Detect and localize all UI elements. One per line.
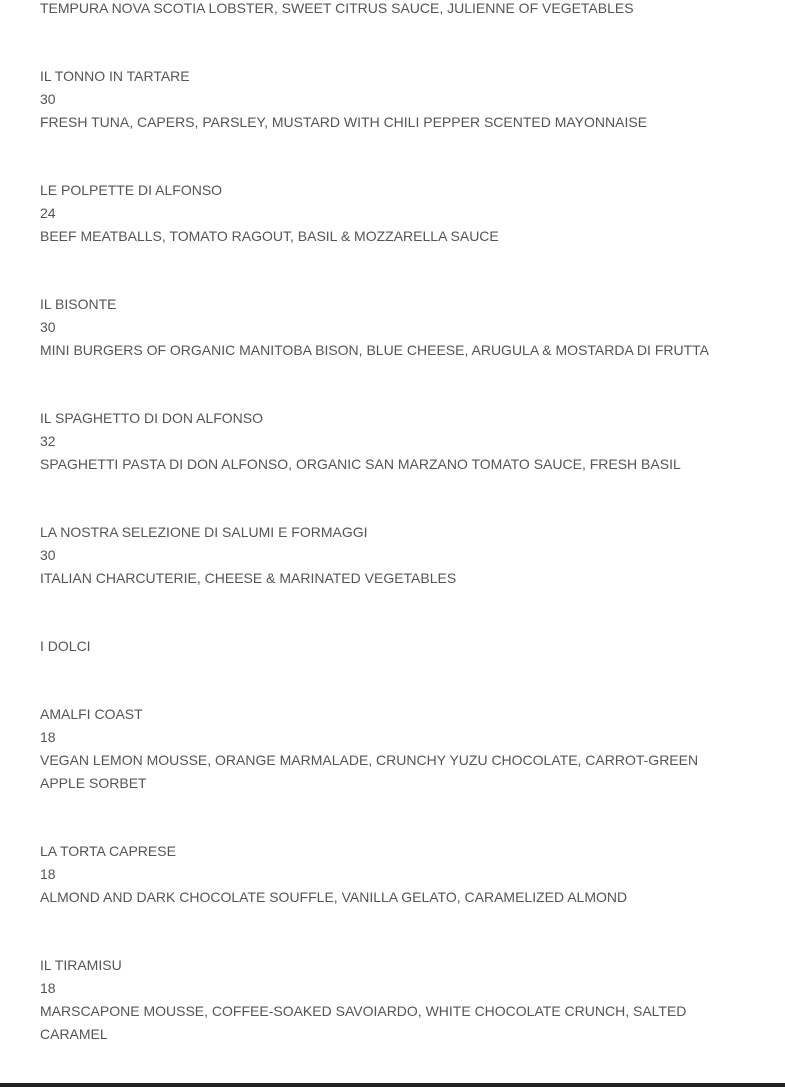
menu-item-price: 32 <box>40 433 56 449</box>
menu-item-name: IL TIRAMISU <box>40 957 122 973</box>
menu-item-name: IL TONNO IN TARTARE <box>40 68 190 84</box>
menu-item-salumi <box>40 521 730 590</box>
menu-item-description: BEEF MEATBALLS, TOMATO RAGOUT, BASIL & MOZZARELLA SAUCE <box>40 228 499 244</box>
menu-item-price: 18 <box>40 866 56 882</box>
menu-list <box>40 0 730 1091</box>
menu-item-description: MINI BURGERS OF ORGANIC MANITOBA BISON, BLUE CHEESE, ARUGULA & MOSTARDA DI FRUTTA <box>40 342 709 358</box>
menu-item-description: ITALIAN CHARCUTERIE, CHEESE & MARINATED VEGETABLES <box>40 570 457 586</box>
menu-item-amalfi <box>40 703 730 795</box>
menu-item-price: 18 <box>40 729 56 745</box>
menu-item-bisonte <box>40 293 730 362</box>
menu-item-spaghetto <box>40 407 730 476</box>
section-heading: I DOLCI <box>40 638 91 654</box>
menu-item-name: LA TORTA CAPRESE <box>40 843 176 859</box>
menu-item-tiramisu <box>40 954 730 1046</box>
menu-item-name: AMALFI COAST <box>40 706 143 722</box>
menu-item-description: MARSCAPONE MOUSSE, COFFEE-SOAKED SAVOIARDO, WHITE CHOCOLATE CRUNCH, SALTED CARAMEL <box>40 1003 687 1042</box>
menu-item-tonno <box>40 65 730 134</box>
menu-item-price: 30 <box>40 91 56 107</box>
menu-item-polpette <box>40 179 730 248</box>
menu-item-description: SPAGHETTI PASTA DI DON ALFONSO, ORGANIC SAN MARZANO TOMATO SAUCE, FRESH BASIL <box>40 456 681 472</box>
menu-item-description: TEMPURA NOVA SCOTIA LOBSTER, SWEET CITRUS SAUCE, JULIENNE OF VEGETABLES <box>40 0 634 16</box>
menu-item-description: ALMOND AND DARK CHOCOLATE SOUFFLE, VANILLA GELATO, CARAMELIZED ALMOND <box>40 889 628 905</box>
menu-item-name: LA NOSTRA SELEZIONE DI SALUMI E FORMAGGI <box>40 524 368 540</box>
menu-item-name: IL SPAGHETTO DI DON ALFONSO <box>40 410 264 426</box>
menu-item-price: 24 <box>40 205 56 221</box>
menu-item-description: VEGAN LEMON MOUSSE, ORANGE MARMALADE, CRUNCHY YUZU CHOCOLATE, CARROT-GREEN APPLE SORBET <box>40 752 699 791</box>
footer-divider <box>0 1083 785 1087</box>
menu-item-name: IL BISONTE <box>40 296 117 312</box>
menu-item-price: 18 <box>40 980 56 996</box>
menu-item-price: 30 <box>40 319 56 335</box>
section-dolci <box>40 635 730 658</box>
menu-item-torta-caprese <box>40 840 730 909</box>
menu-item-lobster <box>40 0 730 20</box>
menu-item-price: 30 <box>40 547 56 563</box>
menu-item-description: FRESH TUNA, CAPERS, PARSLEY, MUSTARD WITH CHILI PEPPER SCENTED MAYONNAISE <box>40 114 648 130</box>
menu-item-name: LE POLPETTE DI ALFONSO <box>40 182 223 198</box>
